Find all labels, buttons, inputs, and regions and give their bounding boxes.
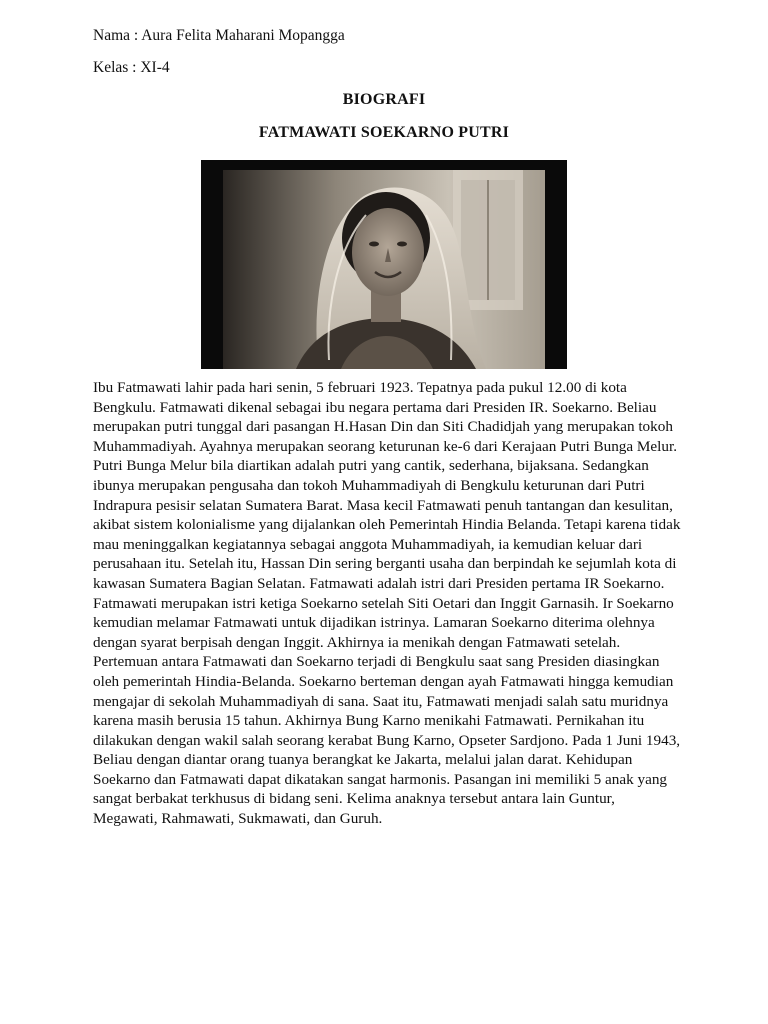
- portrait-photo: [201, 160, 567, 369]
- portrait-photo-icon: [201, 160, 567, 369]
- student-name: Nama : Aura Felita Maharani Mopangga: [93, 27, 345, 44]
- biography-paragraph: Ibu Fatmawati lahir pada hari senin, 5 februari 1923. Tepatnya pada pukul 12.00 di kota Bengkulu. Fatmawati dikenal sebagai ibu negara pertama dari Presiden IR. Soekarno. Beliau merupakan putri tunggal dari pasangan H.Hasan Din dan Siti Chadidjah yang merupakan tokoh Muhammadiyah. Ayahnya merupakan seorang keturunan ke-6 dari Kerajaan Putri Bunga Melur. Putri Bunga Melur bila diartikan adalah putri yang cantik, sederhana, bijaksana. Sedangkan ibunya merupakan pengusaha dan tokoh Muhammadiyah di Bengkulu keturunan dari Putri Indrapura pesisir selatan Sumatera Barat. Masa kecil Fatmawati penuh tantangan dan kesulitan, akibat sistem kolonialisme yang dijalankan oleh Pemerintah Hindia Belanda. Tetapi karena tidak mau meninggalkan kegiatannya sebagai anggota Muhammadiyah, ia kemudian keluar dari perusahaan itu. Setelah itu, Hassan Din sering berganti usaha dan berpindah ke sejumlah kota di kawasan Sumatera Bagian Selatan. Fatmawati adalah istri dari Presiden pertama IR Soekarno. Fatmawati merupakan istri ketiga Soekarno setelah Siti Oetari dan Inggit Garnasih. Ir Soekarno kemudian melamar Fatmawati untuk dijadikan istrinya. Lamaran Soekarno diterima olehnya dengan syarat berpisah dengan Inggit. Akhirnya ia menikah dengan Fatmawati setelah. Pertemuan antara Fatmawati dan Soekarno terjadi di Bengkulu saat sang Presiden diasingkan oleh pemerintah Hindia-Belanda. Soekarno berteman dengan ayah Fatmawati hingga kemudian mengajar di sekolah Muhammadiyah di sana. Saat itu, Fatmawati menjadi salah satu muridnya karena masih berusia 15 tahun. Akhirnya Bung Karno menikahi Fatmawati. Pernikahan itu dilakukan dengan wakil salah seorang kerabat Bung Karno, Opseter Sardjono. Pada 1 Juni 1943, Beliau dengan diantar orang tuanya berangkat ke Jakarta, melalui jalan darat. Kehidupan Soekarno dan Fatmawati dapat dikatakan sangat harmonis. Pasangan ini memiliki 5 anak yang sangat berbakat terkhusus di bidang seni. Kelima anaknya tersebut antara lain Guntur, Megawati, Rahmawati, Sukmawati, dan Guruh.: [93, 379, 681, 828]
- student-class: Kelas : XI-4: [93, 59, 170, 76]
- document-title: BIOGRAFI: [342, 91, 426, 108]
- document-subtitle: FATMAWATI SOEKARNO PUTRI: [258, 124, 510, 141]
